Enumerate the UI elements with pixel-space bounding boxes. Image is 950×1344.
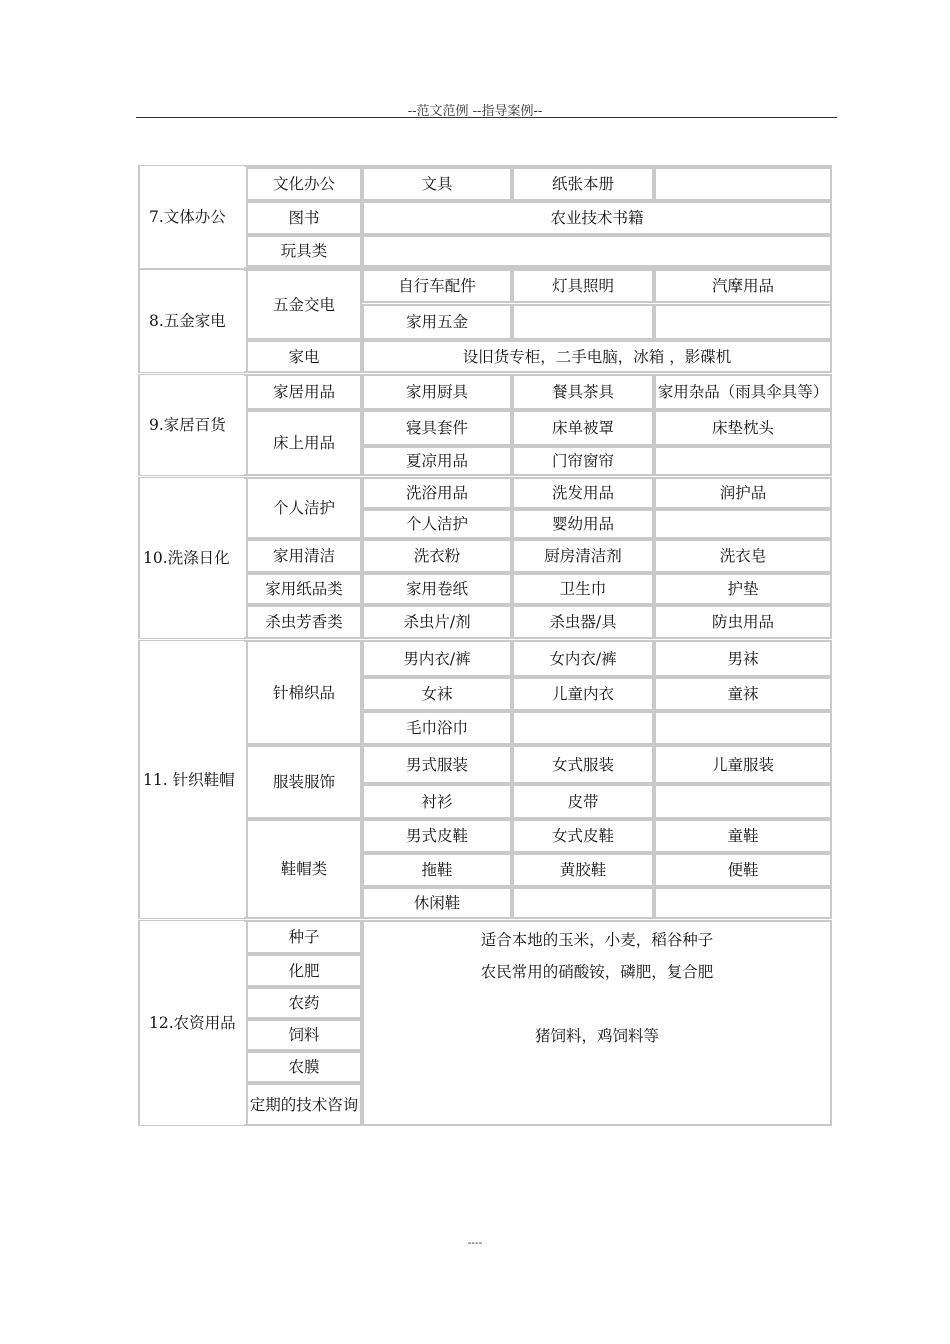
table-cell: 农膜 <box>246 1051 362 1083</box>
table-cell: 男袜 <box>654 640 832 677</box>
table-cell: 家用杂品（雨具伞具等） <box>654 374 832 410</box>
table-cell: 黄胶鞋 <box>512 853 654 887</box>
table-cell <box>654 304 832 340</box>
table-cell: 洗浴用品 <box>362 477 512 509</box>
description-line: 适合本地的玉米，小麦，稻谷种子 <box>480 931 714 949</box>
description-line: 农民常用的硝酸铵，磷肥，复合肥 <box>480 963 714 981</box>
table-cell: 洗衣粉 <box>362 539 512 573</box>
table-cell: 女式皮鞋 <box>512 819 654 853</box>
table-cell: 种子 <box>246 920 362 954</box>
table-cell: 休闲鞋 <box>362 887 512 919</box>
table-cell: 床上用品 <box>246 410 362 476</box>
table-cell: 毛巾浴巾 <box>362 711 512 745</box>
table-cell: 杀虫片/剂 <box>362 605 512 639</box>
header-rule <box>136 117 837 118</box>
table-cell: 床垫枕头 <box>654 410 832 446</box>
table-cell: 玩具类 <box>246 235 362 267</box>
table-cell: 床单被罩 <box>512 410 654 446</box>
table-cell: 化肥 <box>246 954 362 987</box>
table-cell: 鞋帽类 <box>246 819 362 919</box>
table-cell: 定期的技术咨询 <box>246 1083 362 1126</box>
table-cell: 洗衣皂 <box>654 539 832 573</box>
table-cell: 图书 <box>246 201 362 235</box>
table-cell <box>654 509 832 539</box>
table-cell <box>512 304 654 340</box>
table-cell: 个人洁护 <box>362 509 512 539</box>
table-cell: 皮带 <box>512 784 654 819</box>
table-cell <box>654 887 832 919</box>
table-cell: 家用清洁 <box>246 539 362 573</box>
section-title: 9.家居百货 <box>140 375 244 475</box>
table-cell: 餐具茶具 <box>512 374 654 410</box>
table-cell: 饲料 <box>246 1019 362 1051</box>
table-cell: 家电 <box>246 340 362 373</box>
merged-description-cell <box>362 920 832 1126</box>
section-title: 7.文体办公 <box>140 166 244 268</box>
table-cell: 婴幼用品 <box>512 509 654 539</box>
table-cell: 拖鞋 <box>362 853 512 887</box>
table-cell: 洗发用品 <box>512 477 654 509</box>
table-cell: 男内衣/裤 <box>362 640 512 677</box>
table-cell: 纸张本册 <box>512 167 654 201</box>
table-cell: 家用卷纸 <box>362 573 512 605</box>
table-cell: 卫生巾 <box>512 573 654 605</box>
table-cell: 夏凉用品 <box>362 446 512 476</box>
table-cell: 设旧货专柜，二手电脑，冰箱 ，影碟机 <box>362 340 832 373</box>
table-cell: 护垫 <box>654 573 832 605</box>
table-cell: 寝具套件 <box>362 410 512 446</box>
table-cell: 农药 <box>246 987 362 1019</box>
table-cell: 润护品 <box>654 477 832 509</box>
section-title: 10.洗涤日化 <box>140 478 244 638</box>
table-cell: 家居用品 <box>246 374 362 410</box>
table-cell: 杀虫器/具 <box>512 605 654 639</box>
table-cell: 男式皮鞋 <box>362 819 512 853</box>
section-title: 11. 针织鞋帽 <box>140 641 244 918</box>
table-cell: 家用厨具 <box>362 374 512 410</box>
table-cell: 男式服装 <box>362 745 512 784</box>
table-cell: 个人洁护 <box>246 477 362 539</box>
table-cell: 防虫用品 <box>654 605 832 639</box>
table-cell: 女内衣/裤 <box>512 640 654 677</box>
table-cell: 汽摩用品 <box>654 269 832 303</box>
table-cell: 儿童服装 <box>654 745 832 784</box>
section-title: 8.五金家电 <box>140 270 244 372</box>
table-cell: 杀虫芳香类 <box>246 605 362 639</box>
table-cell: 家用五金 <box>362 304 512 340</box>
table-cell <box>512 711 654 745</box>
table-cell <box>512 887 654 919</box>
table-cell: 自行车配件 <box>362 269 512 303</box>
table-cell: 农业技术书籍 <box>362 201 832 235</box>
table-cell <box>654 784 832 819</box>
description-line: 猪饲料，鸡饲料等 <box>534 1027 659 1045</box>
table-cell <box>654 446 832 476</box>
table-cell: 儿童内衣 <box>512 677 654 711</box>
table-cell <box>654 711 832 745</box>
table-cell <box>362 235 832 267</box>
table-cell: 厨房清洁剂 <box>512 539 654 573</box>
table-cell: 女袜 <box>362 677 512 711</box>
table-cell: 文具 <box>362 167 512 201</box>
table-cell: 家用纸品类 <box>246 573 362 605</box>
table-cell: 女式服装 <box>512 745 654 784</box>
table-cell: 灯具照明 <box>512 269 654 303</box>
table-cell: 服装服饰 <box>246 745 362 819</box>
page-footer: ---- <box>467 1236 483 1249</box>
table-cell <box>654 167 832 201</box>
table-cell: 童袜 <box>654 677 832 711</box>
table-cell: 针棉织品 <box>246 640 362 745</box>
table-cell: 衬衫 <box>362 784 512 819</box>
table-cell: 文化办公 <box>246 167 362 201</box>
table-cell: 门帘窗帘 <box>512 446 654 476</box>
table-cell: 童鞋 <box>654 819 832 853</box>
section-title: 12.农资用品 <box>140 921 244 1125</box>
table-cell: 便鞋 <box>654 853 832 887</box>
table-cell: 五金交电 <box>246 269 362 340</box>
page-header: --范文范例 --指导案例-- <box>407 104 543 119</box>
